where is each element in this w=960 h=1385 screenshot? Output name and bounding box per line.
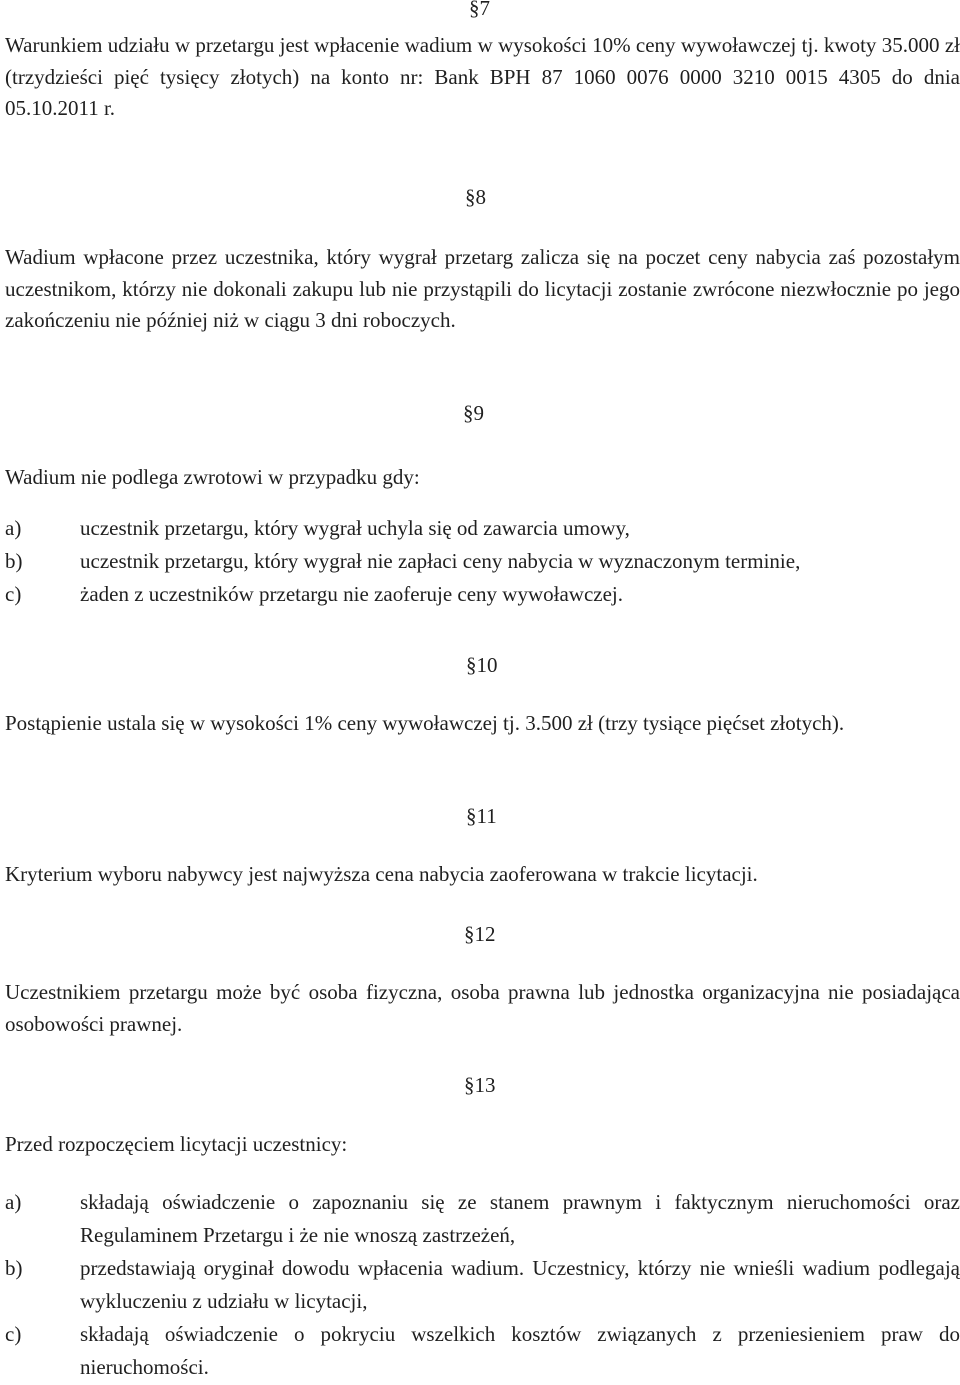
paragraph-9: Wadium nie podlega zwrotowi w przypadku gdy:: [5, 465, 420, 489]
section-mark-11: §11: [466, 804, 497, 828]
list-item-marker: c): [5, 1322, 22, 1346]
list-item-marker: c): [5, 582, 22, 606]
paragraph-8: Wadium wpłacone przez uczestnika, który wygrał przetarg zalicza się na poczet ceny nabycia zaś pozostałym uczestnikom, którzy nie dokonali zakupu lub nie przystąpili do licytacji zostanie zwrócone niezwłocznie po jego zakończeniu nie później niż w ciągu 3 dni roboczych.: [5, 245, 960, 332]
section-mark-9: §9: [463, 401, 484, 425]
paragraph-13: Przed rozpoczęciem licytacji uczestnicy:: [5, 1132, 348, 1156]
paragraph-11: Kryterium wyboru nabywcy jest najwyższa cena nabycia zaoferowana w trakcie licytacji.: [5, 862, 758, 886]
list-item-text: przedstawiają oryginał dowodu wpłacenia wadium. Uczestnicy, którzy nie wnieśli wadium podlegają wykluczeniu z udziału w licytacji,: [80, 1256, 960, 1313]
list-item-marker: a): [5, 516, 22, 540]
section-mark-12: §12: [464, 922, 496, 946]
list-item: [5, 1252, 960, 1318]
list-9: [5, 512, 960, 611]
list-item-text: uczestnik przetargu, który wygrał uchyla się od zawarcia umowy,: [80, 516, 630, 540]
section-mark-13: §13: [464, 1073, 496, 1097]
list-item: [5, 1318, 960, 1384]
list-item-text: składają oświadczenie o zapoznaniu się ze stanem prawnym i faktycznym nieruchomości oraz Regulaminem Przetargu i że nie wnoszą zastrzeżeń,: [80, 1190, 960, 1247]
list-item-text: uczestnik przetargu, który wygrał nie zapłaci ceny nabycia w wyznaczonym terminie,: [80, 549, 801, 573]
section-mark-10: §10: [466, 653, 498, 677]
paragraph-7: Warunkiem udziału w przetargu jest wpłacenie wadium w wysokości 10% ceny wywoławczej tj. kwoty 35.000 zł (trzydzieści pięć tysięcy złotych) na konto nr: Bank BPH 87 1060 0076 0000 3210 0015 4305 do dnia 05.10.2011 r.: [5, 33, 960, 120]
list-item: [5, 545, 960, 578]
list-item: [5, 1186, 960, 1252]
list-item-text: żaden z uczestników przetargu nie zaoferuje ceny wywoławczej.: [80, 582, 624, 606]
list-item: [5, 512, 960, 545]
list-item-text: składają oświadczenie o pokryciu wszelkich kosztów związanych z przeniesieniem praw do nieruchomości.: [80, 1322, 960, 1379]
section-mark-7: §7: [469, 0, 490, 20]
section-mark-8: §8: [465, 185, 486, 209]
paragraph-10: Postąpienie ustala się w wysokości 1% ceny wywoławczej tj. 3.500 zł (trzy tysiące pięćset złotych).: [5, 711, 845, 735]
list-item-marker: b): [5, 1256, 23, 1280]
list-item-marker: a): [5, 1190, 22, 1214]
list-13: [5, 1186, 960, 1384]
paragraph-12: Uczestnikiem przetargu może być osoba fizyczna, osoba prawna lub jednostka organizacyjna nie posiadająca osobowości prawnej.: [5, 980, 960, 1036]
list-item-marker: b): [5, 549, 23, 573]
list-item: [5, 578, 960, 611]
